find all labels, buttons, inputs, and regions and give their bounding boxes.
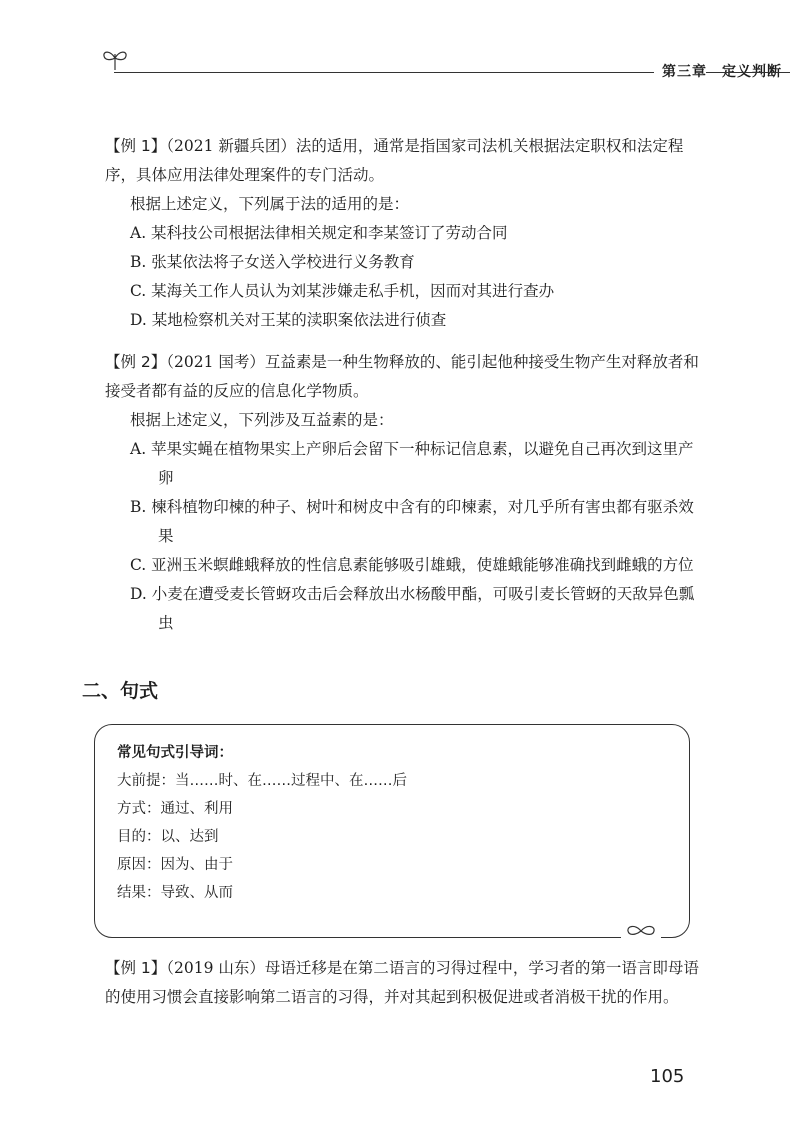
question-text: 根据上述定义，下列涉及互益素的是： bbox=[130, 411, 394, 429]
header-rule-right bbox=[706, 72, 790, 73]
option-b: B. 楝科植物印楝的种子、树叶和树皮中含有的印楝素，对几乎所有害虫都有驱杀效果 bbox=[130, 498, 694, 545]
header-rule bbox=[114, 72, 654, 73]
example-source: （2019 山东） bbox=[166, 959, 265, 977]
leaf-ornament-icon bbox=[100, 44, 130, 74]
sentence-pattern-box bbox=[94, 724, 690, 938]
example-2 bbox=[105, 348, 705, 638]
box-line: 结果：导致、从而 bbox=[117, 885, 233, 901]
example-3 bbox=[105, 954, 705, 1012]
definition-text: 母语迁移是在第二语言的习得过程中，学习者的第一语言即母语的使用习惯会直接影响第二语言的习得，并对其起到积极促进或者消极干扰的作用。 bbox=[105, 959, 699, 1006]
definition-text: 法的适用，通常是指国家司法机关根据法定职权和法定程序，具体应用法律处理案件的专门活动。 bbox=[105, 137, 684, 184]
example-3-definition bbox=[105, 954, 705, 1012]
definition-text: 互益素是一种生物释放的、能引起他种接受生物产生对释放者和接受者都有益的反应的信息化学物质。 bbox=[105, 353, 699, 400]
option-c: C. 亚洲玉米螟雌蛾释放的性信息素能够吸引雄蛾，使雄蛾能够准确找到雌蛾的方位 bbox=[130, 556, 694, 574]
chapter-title: 第三章 定义判断 bbox=[662, 64, 782, 80]
example-source: （2021 国考） bbox=[166, 353, 265, 371]
page-number: 105 bbox=[650, 1066, 685, 1087]
example-source: （2021 新疆兵团） bbox=[166, 137, 296, 155]
box-line: 大前提：当……时、在……过程中、在……后 bbox=[117, 773, 407, 789]
question-text: 根据上述定义，下列属于法的适用的是： bbox=[130, 195, 410, 213]
box-line: 目的：以、达到 bbox=[117, 829, 219, 845]
example-tag: 【例 1】 bbox=[105, 959, 167, 977]
example-tag: 【例 2】 bbox=[105, 353, 167, 371]
option-a: A. 苹果实蝇在植物果实上产卵后会留下一种标记信息素，以避免自己再次到这里产卵 bbox=[130, 440, 694, 487]
running-header bbox=[100, 44, 790, 84]
example-tag: 【例 1】 bbox=[105, 137, 167, 155]
section-title: 二、句式 bbox=[82, 680, 159, 702]
example-1-definition bbox=[105, 132, 705, 190]
option-a: A. 某科技公司根据法律相关规定和李某签订了劳动合同 bbox=[130, 224, 508, 242]
leaf-ornament-icon bbox=[621, 924, 661, 938]
box-line: 方式：通过、利用 bbox=[117, 801, 233, 817]
example-1 bbox=[105, 132, 705, 335]
box-heading: 常见句式引导词： bbox=[117, 745, 233, 761]
option-d: D. 小麦在遭受麦长管蚜攻击后会释放出水杨酸甲酯，可吸引麦长管蚜的天敌异色瓢虫 bbox=[130, 585, 695, 632]
box-line: 原因：因为、由于 bbox=[117, 857, 233, 873]
options-list bbox=[105, 435, 705, 638]
box-content bbox=[117, 739, 407, 907]
example-2-definition bbox=[105, 348, 705, 406]
option-d: D. 某地检察机关对王某的渎职案依法进行侦查 bbox=[130, 311, 447, 329]
options-list bbox=[105, 219, 705, 335]
option-b: B. 张某依法将子女送入学校进行义务教育 bbox=[130, 253, 415, 271]
option-c: C. 某海关工作人员认为刘某涉嫌走私手机，因而对其进行查办 bbox=[130, 282, 555, 300]
